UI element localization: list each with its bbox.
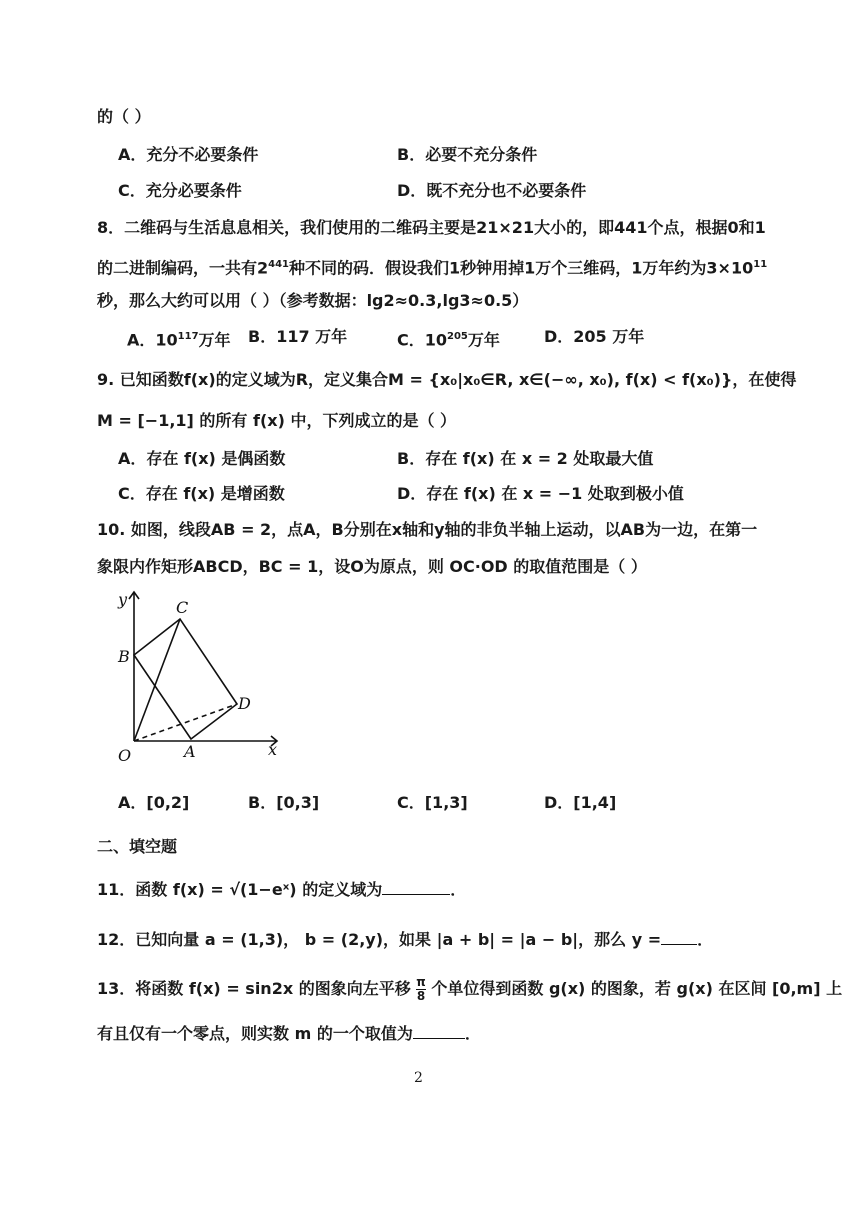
- q8-option-a: [127, 326, 231, 351]
- segment-od: [134, 704, 237, 741]
- q12-post: ，那么 y =: [578, 930, 662, 949]
- q8-option-c-label: C．10: [397, 330, 448, 350]
- q11-blank[interactable]: [382, 878, 450, 895]
- q12-cond: |a + b| = |a − b|: [436, 930, 579, 949]
- q10-option-c: C．[1,3]: [397, 793, 468, 812]
- q8-option-c-sup: 205: [447, 331, 468, 342]
- q8-line2-a: 的二进制编码，一共有2: [97, 258, 269, 278]
- q9-option-b: B．存在 f(x) 在 x = 2 处取最大值: [397, 449, 654, 468]
- label-x: x: [268, 740, 278, 759]
- q8-option-d: D．205 万年: [544, 327, 645, 346]
- q8-option-c-unit: 万年: [467, 330, 500, 350]
- q7-option-b: B．必要不充分条件: [397, 145, 538, 164]
- q13-blank[interactable]: [413, 1022, 465, 1039]
- q9-line1: 9. 已知函数f(x)的定义域为R，定义集合M = {x₀|x₀∈R, x∈(−∞, x₀), f(x) < f(x₀)}，在使得: [97, 370, 797, 389]
- rectangle-abcd: [134, 619, 237, 739]
- q9-option-a: A．存在 f(x) 是偶函数: [118, 449, 286, 468]
- q8-line2-sup: 441: [268, 259, 290, 270]
- q8-option-a-label: A．10: [127, 330, 178, 350]
- q8-line1: 8．二维码与生活息息相关，我们使用的二维码主要是21×21大小的，即441个点，根据0和1: [97, 218, 766, 237]
- q8-option-c: [397, 326, 500, 351]
- q9-option-c: C．存在 f(x) 是增函数: [118, 484, 285, 503]
- q11-line: [97, 878, 466, 901]
- q11-end: ．: [450, 880, 467, 899]
- q13-end: ．: [464, 1024, 481, 1043]
- q11-expr: f(x) = √(1−eˣ): [172, 880, 297, 899]
- q13-pre: 13．将函数 f(x) = sin2x 的图象向左平移: [97, 979, 411, 998]
- q7-stem-tail: 的（ ）: [97, 107, 151, 126]
- label-b: B: [118, 647, 130, 666]
- q8-line2: [97, 254, 767, 279]
- q10-option-a: A．[0,2]: [118, 793, 190, 812]
- q13-fraction: [416, 976, 426, 1003]
- q12-blank[interactable]: [661, 928, 697, 945]
- label-o: O: [118, 746, 132, 765]
- q13-line2: [97, 1022, 481, 1045]
- q9-option-d: D．存在 f(x) 在 x = −1 处取到极小值: [397, 484, 684, 503]
- q10-line1: 10. 如图，线段AB = 2，点A，B分别在x轴和y轴的非负半轴上运动，以AB为一边，在第一: [97, 520, 758, 539]
- q7-option-a: A．充分不必要条件: [118, 145, 259, 164]
- label-c: C: [176, 598, 189, 617]
- q8-line3: 秒，那么大约可以用（ ）（参考数据：lg2≈0.3,lg3≈0.5）: [97, 291, 529, 310]
- q8-line2-sup2: 11: [753, 259, 768, 270]
- q7-option-d: D．既不充分也不必要条件: [397, 181, 587, 200]
- q12-line: [97, 928, 713, 951]
- q10-line2: 象限内作矩形ABCD，BC = 1，设O为原点，则 OC·OD 的取值范围是（ ）: [97, 557, 647, 576]
- q13-frac-num: π: [416, 975, 426, 989]
- label-y: y: [118, 590, 128, 609]
- q8-option-a-sup: 117: [177, 331, 199, 342]
- q10-option-d: D．[1,4]: [544, 793, 617, 812]
- q12-vector-b: b = (2,y): [304, 930, 384, 949]
- q8-line2-b: 种不同的码．假设我们1秒钟用掉1万个三维码，1万年约为3×10: [289, 258, 754, 278]
- q13-frac-den: 8: [416, 989, 426, 1003]
- q9-line2: M = [−1,1] 的所有 f(x) 中，下列成立的是（ ）: [97, 411, 457, 430]
- label-d: D: [238, 694, 251, 713]
- q13-line1: [97, 976, 842, 1003]
- q7-option-c: C．充分必要条件: [118, 181, 242, 200]
- label-a: A: [184, 742, 196, 761]
- q11-pre: 11．函数: [97, 880, 168, 899]
- q12-end: ．: [697, 930, 714, 949]
- section-title: 二、填空题: [97, 837, 178, 856]
- q12-pre: 12．已知向量: [97, 930, 200, 949]
- q8-option-b: B．117 万年: [248, 327, 348, 346]
- q12-sep: ，: [283, 930, 300, 949]
- page-number: 2: [414, 1070, 423, 1086]
- q11-post: 的定义域为: [302, 880, 383, 899]
- q12-vector-a: a = (1,3): [204, 930, 284, 949]
- q8-option-a-unit: 万年: [198, 330, 231, 350]
- q13-mid: 个单位得到函数 g(x) 的图象，若 g(x) 在区间 [0,m] 上: [431, 979, 843, 998]
- q13-line2-text: 有且仅有一个零点，则实数 m 的一个取值为: [97, 1024, 413, 1043]
- q10-option-b: B．[0,3]: [248, 793, 320, 812]
- q12-mid: ，如果: [383, 930, 432, 949]
- rectangle-figure: [96, 585, 296, 775]
